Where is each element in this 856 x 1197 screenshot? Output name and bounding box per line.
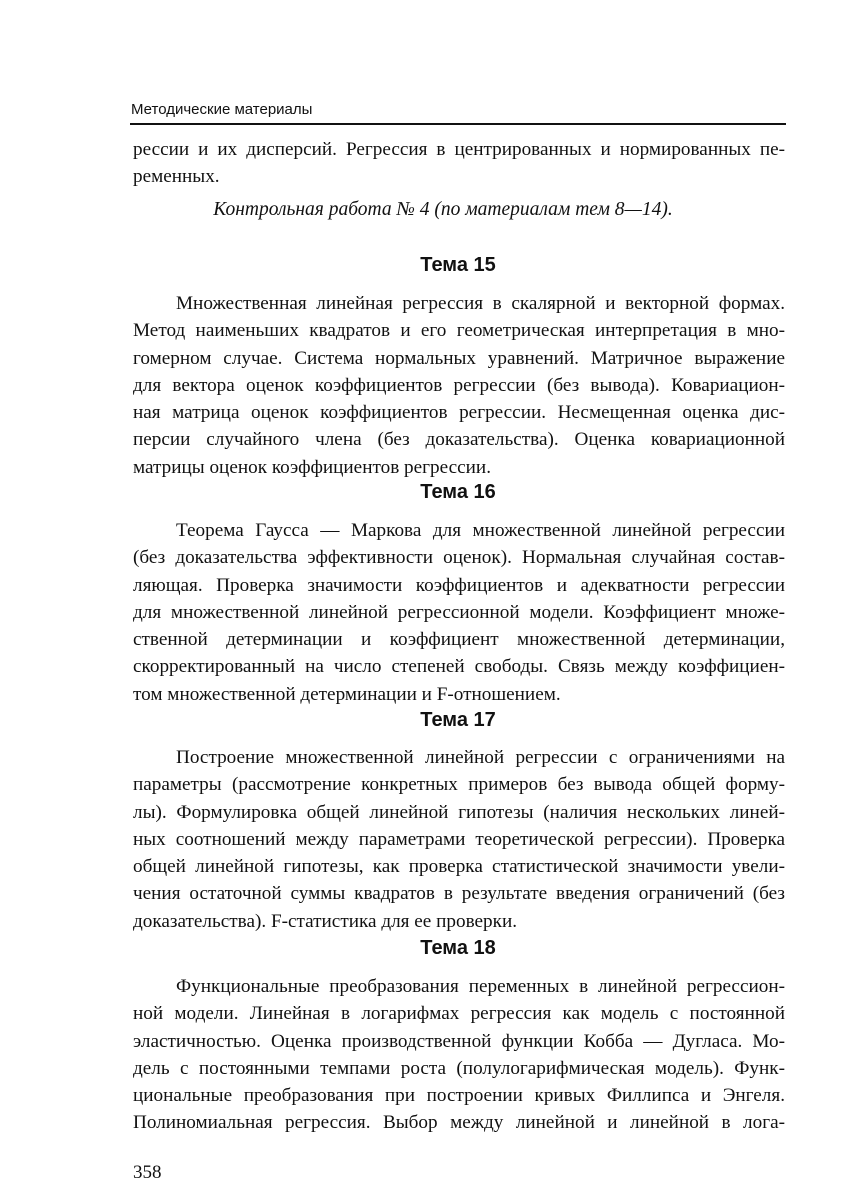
section-paragraph [133,744,785,935]
text-line: для множественной линейной регрессионной модели. Коэффициент множе- [133,601,785,623]
text-line: чения остаточной суммы квадратов в результате введения ограничений (без [133,883,785,905]
text-line: циональные преобразования при построении кривых Филлипса и Энгеля. [133,1085,785,1107]
text-line: ственной детерминации и коэффициент множественной детерминации, [133,629,785,651]
control-work-note: Контрольная работа № 4 (по материалам тем 8—14). [213,199,673,220]
text-line: скорректированный на число степеней свободы. Связь между коэффициен- [133,656,785,678]
text-line: Полиномиальная регрессия. Выбор между линейной и линейной в лога- [133,1112,785,1134]
text-line: доказательства). F-статистика для ее проверки. [133,910,518,932]
text-line: гомерном случае. Система нормальных уравнений. Матричное выражение [133,347,785,369]
text-line: персии случайного члена (без доказательства). Оценка ковариационной [133,429,785,451]
running-header: Методические материалы [131,101,313,118]
text-line: Метод наименьших квадратов и его геометрическая интерпретация в мно- [133,320,785,342]
text-line: параметры (рассмотрение конкретных примеров без вывода общей форму- [133,774,785,796]
text-line: матрицы оценок коэффициентов регрессии. [133,456,491,478]
text-line: ная матрица оценок коэффициентов регрессии. Несмещенная оценка дис- [133,402,785,424]
text-line: ляющая. Проверка значимости коэффициентов и адекватности регрессии [133,574,785,596]
text-line: дель с постоянными темпами роста (полулогарифмическая модель). Функ- [133,1057,785,1079]
text-line: Теорема Гаусса — Маркова для множественной линейной регрессии [176,520,785,541]
header-rule [130,123,786,125]
section-title: Тема 17 [420,709,496,731]
text-line: рессии и их дисперсий. Регрессия в центрированных и нормированных пе- [133,139,785,160]
text-line: том множественной детерминации и F-отношением. [133,683,561,705]
text-line: ной модели. Линейная в логарифмах регрессия как модель с постоянной [133,1003,785,1025]
section-title: Тема 15 [420,254,496,276]
text-line: Построение множественной линейной регрессии с ограничениями на [176,747,785,768]
text-line: ременных. [133,166,220,188]
text-line: общей линейной гипотезы, как проверка статистической значимости увели- [133,856,785,878]
text-line: (без доказательства эффективности оценок). Нормальная случайная состав- [133,547,785,569]
text-line: лы). Формулировка общей линейной гипотезы (наличия нескольких линей- [133,801,785,823]
section-title: Тема 18 [420,937,496,959]
text-line: эластичностью. Оценка производственной функции Кобба — Дугласа. Мо- [133,1030,785,1052]
intro-paragraph [133,136,785,191]
text-line: для вектора оценок коэффициентов регрессии (без вывода). Ковариацион- [133,374,785,396]
section-paragraph [133,973,785,1137]
section-paragraph [133,517,785,708]
text-line: ных соотношений между параметрами теоретической регрессии). Проверка [133,828,785,850]
section-title: Тема 16 [420,481,496,503]
text-line: Функциональные преобразования переменных в линейной регрессион- [176,976,785,997]
text-line: Множественная линейная регрессия в скалярной и векторной формах. [176,293,785,314]
page-number: 358 [133,1162,162,1183]
section-paragraph [133,290,785,481]
